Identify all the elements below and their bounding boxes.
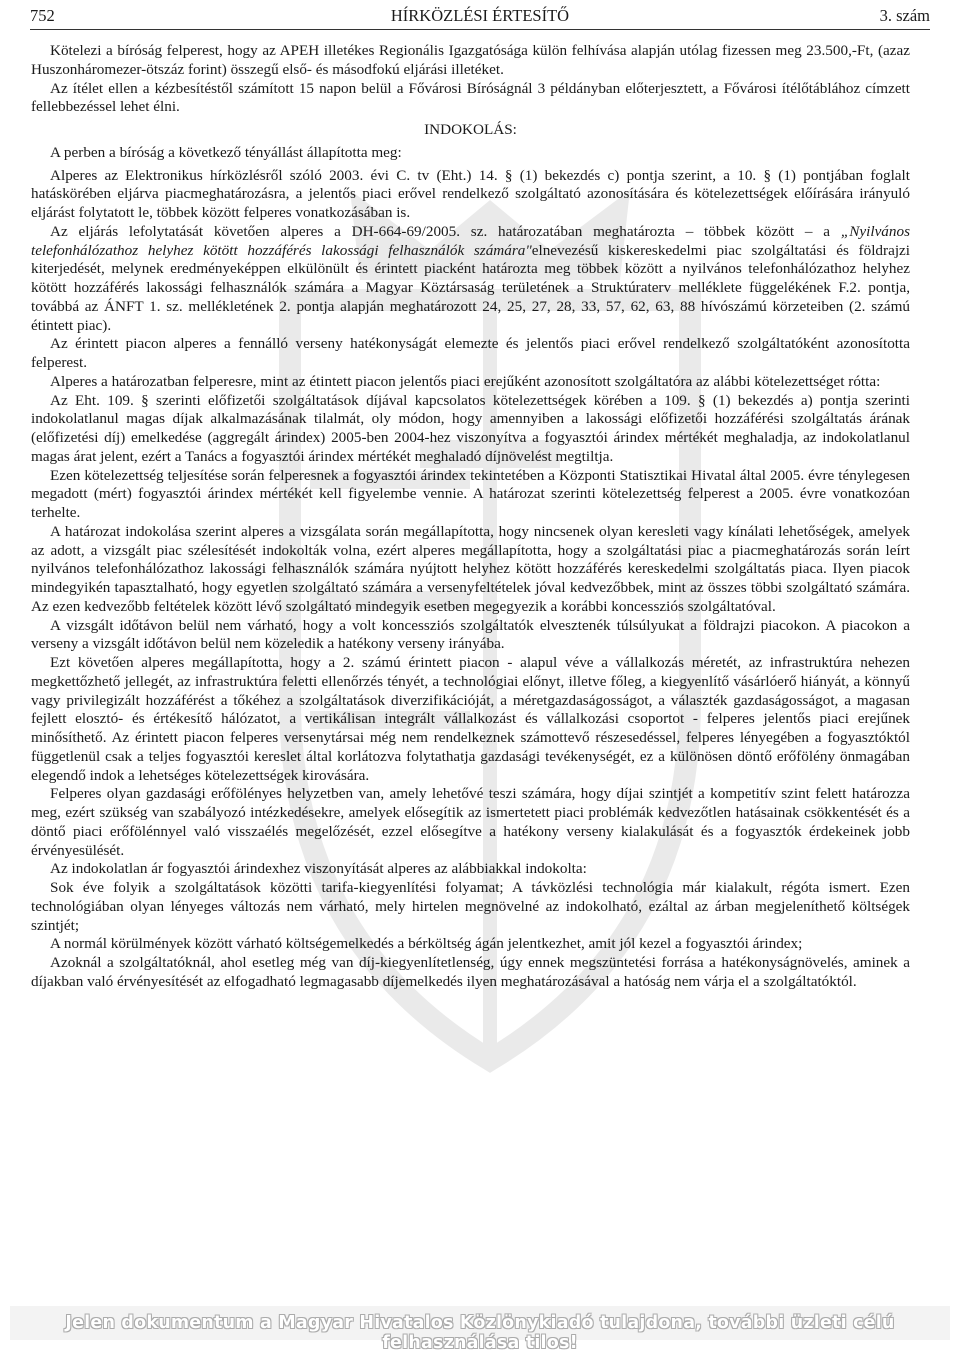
paragraph: A normál körülmények között várható költségemelkedés a bérköltség ágán jelentkezhet, amit jól kezel a fogyasztói árindex; xyxy=(50,935,803,953)
paragraph: A vizsgált időtávon belül nem várható, hogy a volt koncessziós szolgáltatók elvesztenék túlsúlyukat a földrajzi piacokon. A piacokon a verseny a vizsgált időtávon belül nem közeledik a hatékony verseny irányába. xyxy=(31,616,910,653)
paragraph: Az Eht. 109. § szerinti előfizetői szolgáltatások díjával kapcsolatos kötelezettségek körében a 109. § (1) bekezdés a) pontja szerinti indokolatlanul magas díjak alkalmazásának tilalmát, oly módon, hogy amennyiben a lakossági előfizetői hozzáférési szolgáltatás árának (előfizetési díj) emelkedése (aggregált árindex) 2005-ben 2004-hez viszonyítva a fogyasztói árindex mértékét meghaladja, az indokolatlanul magas árat jelent, ezért a Tanács a fogyasztói árindex mértékét meghaladó díjnövelést megtiltja. xyxy=(31,391,910,465)
paragraph: Felperes olyan gazdasági erőfölényes helyzetben van, amely lehetővé teszi számára, hogy díjai szintjét a kompetitív szint felett határozza meg, ezért szükség van szabályozó intézkedésekre, amelyek elősegítik az ismertetett piaci problémák kedvezőtlen hatásainak csökkentését és a döntő piaci erőfölénnyel való visszaélés megelőzését, ezzel elősegítve a hatékony verseny kialakulását és a fogyasztók érdekeinek jobb érvényesülését. xyxy=(31,785,910,859)
paragraph: Ezen kötelezettség teljesítése során felperesnek a fogyasztói árindex tekintetében a Központi Statisztikai Hivatal által 2005. évre ténylegesen megadott (mért) fogyasztói árindex mértékét kell figyelembe vennie. A határozat szerinti kötelezettség felperest a 2005. évre vonatkozóan terhelte. xyxy=(31,466,910,521)
issue-number: 3. szám xyxy=(879,6,930,25)
paragraph: Ezt követően alperes megállapította, hogy a 2. számú érintett piacon - alapul véve a vállalkozás méretét, az infrastruktúra nehezen megkettőzhető jellegét, az infrastruktúra feletti ellenőrzés tényét, a technológiai előnyt, illetve főleg, a kiegyenlítő vásárlóerő hiányát, a könnyű vagy privilegizált hozzáférést a tőkéhez a szolgáltatások diverzifikációját, a méretgazdaságosságot, a választék gazdaságosságot, a magasan fejlett elosztó- és értékesítő hálózatot, a vertikálisan integrált vállalkozást és vállalkozási csoportot - felperes jelentős piaci erejűnek minősíthető. Az érintett piacon felperes versenytársai még nem rendelkeznek számottevő részesedéssel, felperes lényegében a fogyasztóktól függetlenül csak a teljes fogyasztói kereslet által korlátozva folytathatja gazdasági tevékenységét, ez a különösen döntő erőfölény önmagában elegendő indok a lehetséges kötelezettségek kirovására. xyxy=(31,654,910,784)
paragraph: Kötelezi a bíróság felperest, hogy az APEH illetékes Regionális Igazgatósága külön felhívása alapján utólag fizessen meg 23.500,-Ft, (azaz Huszonháromezer-ötszáz forint) összegű első- és másodfokú eljárási illetéket. xyxy=(31,42,910,78)
page-header xyxy=(30,6,930,26)
journal-title: HÍRKÖZLÉSI ÉRTESÍTŐ xyxy=(390,6,570,25)
paragraph-text: elnevezésű kiskereskedelmi piac szolgáltatási és földrajzi kiterjedését, melynek eredményeképpen elkülönült és érintett piacként határozta meg többek között a nyilvános telefonhálózathoz helyhez kötött hozzáférés lakossági felhasználók számára a Magyar Köztársaság területének a Struktúraterv melléklete függelékének F.2. pontja, továbbá az ÁNFT 1. sz. mellékletének 2. pontja alapján meghatározott 24, 25, 27, 28, 33, 57, 62, 63, 88 hívószámú körzeteiben (2. számú étintett piac). xyxy=(31,241,910,334)
market-name: „Nyilvános telefonhálózathoz helyhez kötött hozzáférés lakossági felhasználók számára" xyxy=(31,222,911,259)
paragraph: Alperes a határozatban felperesre, mint az étintett piacon jelentős piaci erejűként azonosított szolgáltatóra az alábbi kötelezettséget rótta: xyxy=(50,372,881,390)
page-number: 752 xyxy=(30,6,55,25)
paragraph: Az ítélet ellen a kézbesítéstől számított 15 napon belül a Fővárosi Bíróságnál 3 példányban előterjesztett, a Fővárosi ítélőtáblához címzett fellebbezéssel lehet élni. xyxy=(31,79,910,116)
paragraph: Sok éve folyik a szolgáltatások közötti tarifa-kiegyenlítési folyamat; A távközlési technológia már kialakult, régóta ismert. Ezen technológiában olyan lényeges változás nem várható, mely hirtelen megnövelné az indokolható, ezáltal az árban megjeleníthető költségek szintjét; xyxy=(31,879,910,934)
paragraph: Alperes az Elektronikus hírközlésről szóló 2003. évi C. tv (Eht.) 14. § (1) bekezdés c) pontja szerint, a 10. § (1) pontjában foglalt hatáskörében eljárva piacmeghatározásra, a jelentős piaci erővel rendelkező szolgáltató azonosítására és kötelezettségek előírására irányuló eljárást folytatott le, többek között felperes vonatkozásában is. xyxy=(31,166,910,221)
document-body xyxy=(31,42,910,992)
paragraph: Az indokolatlan ár fogyasztói árindexhez viszonyítását alperes az alábbiakkal indokolta: xyxy=(50,860,587,878)
header-rule xyxy=(30,29,930,30)
paragraph: Az érintett piacon alperes a fennálló verseny hatékonyságát elemezte és jelentős piaci erővel rendelkező szolgáltatóként azonosította felperest. xyxy=(31,335,910,371)
paragraph: A perben a bíróság a következő tényállást állapította meg: xyxy=(50,143,402,161)
footer-watermark: Jelen dokumentum a Magyar Hivatalos Közlönykiadó tulajdona, további üzleti célú felhasználása tilos! xyxy=(65,1313,895,1353)
paragraph: Azoknál a szolgáltatóknál, ahol esetleg még van díj-kiegyenlítetlenség, úgy ennek megszüntetési forrása a hatékonyságnövelés, aminek a díjakban való érvényesítését az elfogadható legmagasabb díjemelkedés ilyen meghatározásával a hatóság nem várja el a szolgáltatóktól. xyxy=(31,954,910,990)
paragraph: A határozat indokolása szerint alperes a vizsgálata során megállapította, hogy nincsenek olyan keresleti vagy kínálati lehetőségek, amelyek az adott, a vizsgált piac szélesítését indokolták volna, ezért alperes megállapította, hogy a szolgáltatási piac a piacmeghatározás során leírt nyilvános telefonhálózathoz lakossági felhasználók számára nyújtott helyhez kötött hozzáférés kereskedelmi szolgáltatás piaca. Ilyen piacok mindegyikén tapasztalható, hogy egyetlen szolgáltató számára a versenyfeltételek jóval kedvezőbbek, mint az összes többi szolgáltató számára. Az ezen kedvezőbb feltételek között lévő szolgáltató mindegyik esetben megegyezik a korábbi koncessziós szolgáltatóval. xyxy=(31,522,910,615)
paragraph xyxy=(31,223,910,336)
paragraph-text: Az eljárás lefolytatását követően alperes a DH-664-69/2005. sz. határozatában meghatározta – többek között – a xyxy=(50,222,831,240)
section-heading: INDOKOLÁS: xyxy=(424,121,517,138)
